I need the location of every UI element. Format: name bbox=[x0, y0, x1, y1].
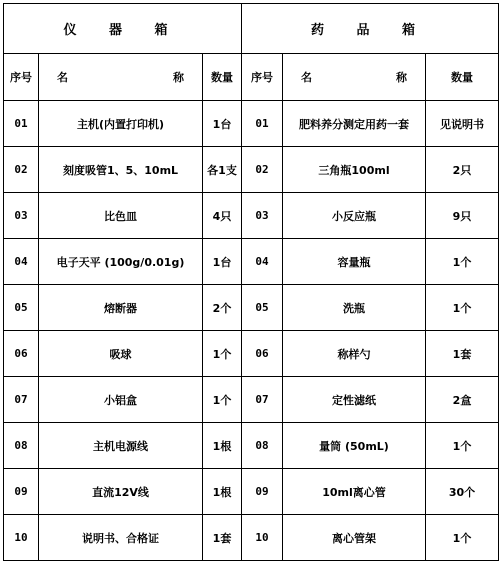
right-qty-cell: 1个 bbox=[426, 515, 499, 561]
right-seq-cell: 03 bbox=[242, 193, 283, 239]
left-qty-cell: 1台 bbox=[203, 239, 242, 285]
right-seq-cell: 01 bbox=[242, 101, 283, 147]
right-qty-cell: 1个 bbox=[426, 285, 499, 331]
right-name-cell: 量筒 (50mL) bbox=[283, 423, 426, 469]
table-row bbox=[4, 101, 499, 147]
table-row bbox=[4, 331, 499, 377]
table-row bbox=[4, 147, 499, 193]
left-seq-cell: 10 bbox=[4, 515, 39, 561]
left-name-header-b: 称 bbox=[173, 71, 184, 84]
left-qty-cell: 4只 bbox=[203, 193, 242, 239]
table-row bbox=[4, 515, 499, 561]
left-name-cell: 比色皿 bbox=[39, 193, 203, 239]
inventory-table-wrapper bbox=[3, 3, 501, 561]
instrument-box-title: 仪 器 箱 bbox=[4, 4, 242, 54]
left-name-cell: 说明书、合格证 bbox=[39, 515, 203, 561]
left-qty-cell: 1个 bbox=[203, 331, 242, 377]
left-name-header-a: 名 bbox=[57, 71, 68, 84]
section-title-row bbox=[4, 4, 499, 54]
right-name-header-a: 名 bbox=[301, 71, 312, 84]
right-qty-cell: 1套 bbox=[426, 331, 499, 377]
right-name-cell: 容量瓶 bbox=[283, 239, 426, 285]
right-qty-cell: 2只 bbox=[426, 147, 499, 193]
reagent-box-title: 药 品 箱 bbox=[242, 4, 499, 54]
table-row bbox=[4, 377, 499, 423]
left-seq-cell: 05 bbox=[4, 285, 39, 331]
table-row bbox=[4, 285, 499, 331]
right-name-cell: 洗瓶 bbox=[283, 285, 426, 331]
left-seq-header: 序号 bbox=[4, 54, 39, 101]
right-qty-cell: 9只 bbox=[426, 193, 499, 239]
left-seq-cell: 04 bbox=[4, 239, 39, 285]
right-qty-cell: 见说明书 bbox=[426, 101, 499, 147]
right-name-header-b: 称 bbox=[396, 71, 407, 84]
right-qty-header: 数量 bbox=[426, 54, 499, 101]
right-seq-cell: 07 bbox=[242, 377, 283, 423]
left-qty-cell: 1根 bbox=[203, 423, 242, 469]
right-seq-header: 序号 bbox=[242, 54, 283, 101]
inventory-table bbox=[3, 3, 499, 561]
left-name-header bbox=[39, 54, 203, 101]
right-seq-cell: 09 bbox=[242, 469, 283, 515]
right-seq-cell: 05 bbox=[242, 285, 283, 331]
table-row bbox=[4, 469, 499, 515]
right-qty-cell: 2盒 bbox=[426, 377, 499, 423]
left-seq-cell: 01 bbox=[4, 101, 39, 147]
left-name-cell: 熔断器 bbox=[39, 285, 203, 331]
left-qty-cell: 1根 bbox=[203, 469, 242, 515]
left-qty-cell: 各1支 bbox=[203, 147, 242, 193]
right-name-cell: 10ml离心管 bbox=[283, 469, 426, 515]
left-name-cell: 直流12V线 bbox=[39, 469, 203, 515]
left-name-cell: 主机(内置打印机) bbox=[39, 101, 203, 147]
left-seq-cell: 02 bbox=[4, 147, 39, 193]
left-name-cell: 小铝盒 bbox=[39, 377, 203, 423]
right-name-header bbox=[283, 54, 426, 101]
table-row bbox=[4, 423, 499, 469]
left-name-cell: 主机电源线 bbox=[39, 423, 203, 469]
left-qty-header: 数量 bbox=[203, 54, 242, 101]
left-name-cell: 刻度吸管1、5、10mL bbox=[39, 147, 203, 193]
left-qty-cell: 1个 bbox=[203, 377, 242, 423]
right-name-cell: 肥料养分测定用药一套 bbox=[283, 101, 426, 147]
header-row bbox=[4, 54, 499, 101]
right-seq-cell: 08 bbox=[242, 423, 283, 469]
left-seq-cell: 08 bbox=[4, 423, 39, 469]
right-seq-cell: 06 bbox=[242, 331, 283, 377]
left-qty-cell: 1套 bbox=[203, 515, 242, 561]
left-seq-cell: 03 bbox=[4, 193, 39, 239]
left-name-cell: 吸球 bbox=[39, 331, 203, 377]
right-name-cell: 离心管架 bbox=[283, 515, 426, 561]
left-name-cell: 电子天平 (100g/0.01g) bbox=[39, 239, 203, 285]
right-seq-cell: 02 bbox=[242, 147, 283, 193]
right-seq-cell: 10 bbox=[242, 515, 283, 561]
left-seq-cell: 07 bbox=[4, 377, 39, 423]
right-seq-cell: 04 bbox=[242, 239, 283, 285]
right-name-cell: 小反应瓶 bbox=[283, 193, 426, 239]
table-row bbox=[4, 239, 499, 285]
right-name-cell: 称样勺 bbox=[283, 331, 426, 377]
right-name-cell: 定性滤纸 bbox=[283, 377, 426, 423]
left-seq-cell: 06 bbox=[4, 331, 39, 377]
table-row bbox=[4, 193, 499, 239]
right-qty-cell: 1个 bbox=[426, 423, 499, 469]
left-qty-cell: 1台 bbox=[203, 101, 242, 147]
left-seq-cell: 09 bbox=[4, 469, 39, 515]
right-qty-cell: 1个 bbox=[426, 239, 499, 285]
left-qty-cell: 2个 bbox=[203, 285, 242, 331]
right-name-cell: 三角瓶100ml bbox=[283, 147, 426, 193]
right-qty-cell: 30个 bbox=[426, 469, 499, 515]
